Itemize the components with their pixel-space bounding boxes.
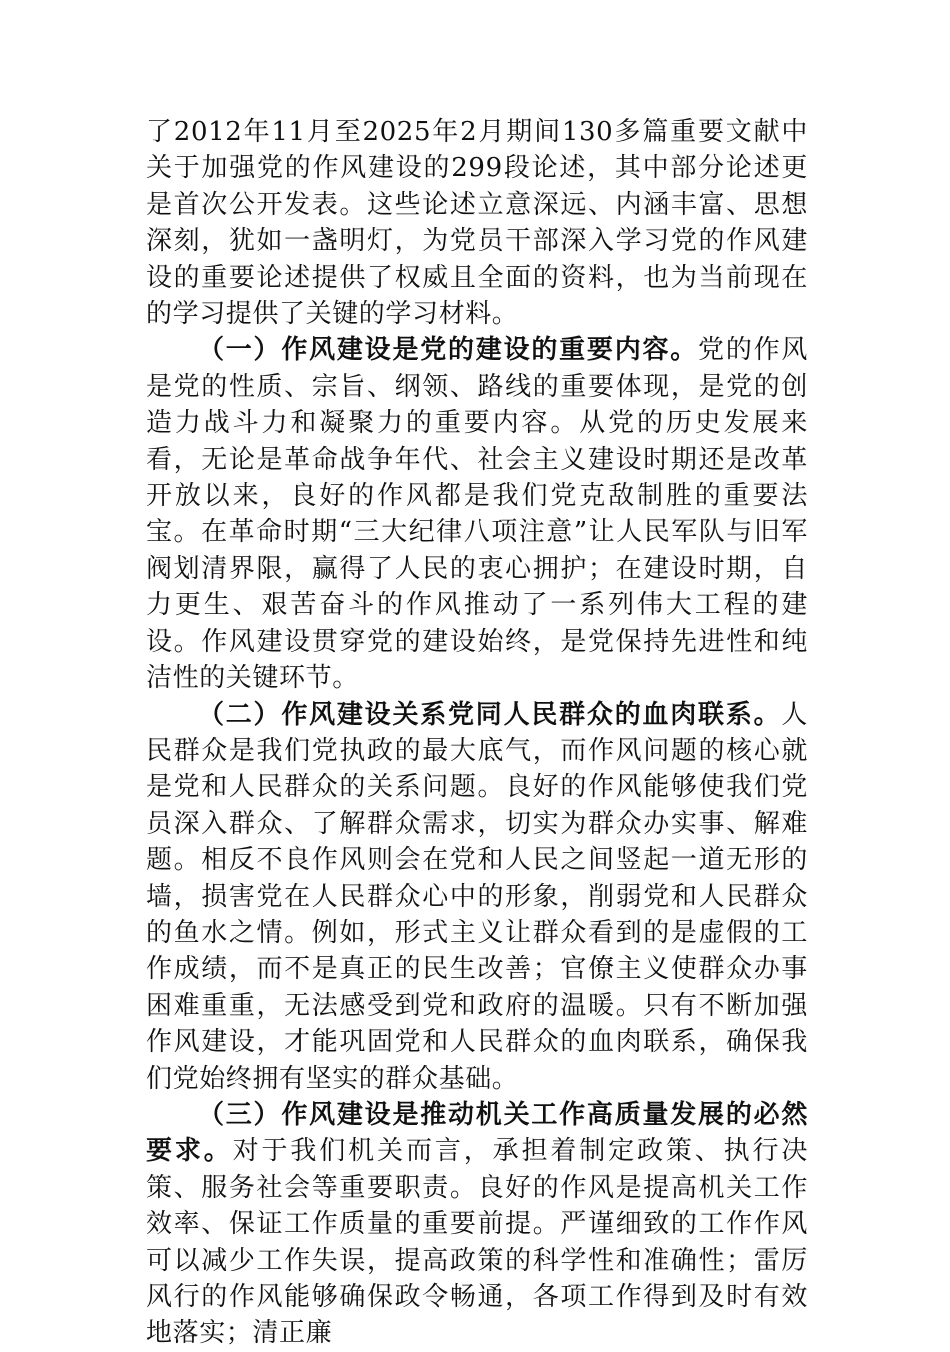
paragraph-section-one (146, 332, 808, 696)
paragraph-section-two (146, 697, 808, 1097)
section-heading-two: （二）作风建设关系党同人民群众的血肉联系。 (198, 699, 782, 730)
paragraph-section-three (146, 1097, 808, 1352)
paragraph-intro-continuation (146, 114, 808, 332)
paragraph-text: 人民群众是我们党执政的最大底气，而作风问题的核心就是党和人民群众的关系问题。良好的作风能够使我们党员深入群众、了解群众需求，切实为群众办实事、解难题。相反不良作风则会在党和人民之间竖起一道无形的墙，损害党在人民群众心中的形象，削弱党和人民群众的鱼水之情。例如，形式主义让群众看到的是虚假的工作成绩，而不是真正的民生改善；官僚主义使群众办事困难重重，无法感受到党和政府的温暖。只有不断加强作风建设，才能巩固党和人民群众的血肉联系，确保我们党始终拥有坚实的群众基础。 (146, 699, 808, 1094)
paragraph-text: 党的作风是党的性质、宗旨、纲领、路线的重要体现，是党的创造力战斗力和凝聚力的重要内容。从党的历史发展来看，无论是革命战争年代、社会主义建设时期还是改革开放以来，良好的作风都是我们党克敌制胜的重要法宝。在革命时期“三大纪律八项注意”让人民军队与旧军阀划清界限，赢得了人民的衷心拥护；在建设时期，自力更生、艰苦奋斗的作风推动了一系列伟大工程的建设。作风建设贯穿党的建设始终，是党保持先进性和纯洁性的关键环节。 (146, 335, 808, 694)
paragraph-text: 对于我们机关而言，承担着制定政策、执行决策、服务社会等重要职责。良好的作风是提高机关工作效率、保证工作质量的重要前提。严谨细致的工作作风可以减少工作失误，提高政策的科学性和准确性；雷厉风行的作风能够确保政令畅通，各项工作得到及时有效地落实；清正廉 (146, 1136, 808, 1349)
section-heading-one: （一）作风建设是党的建设的重要内容。 (198, 335, 699, 366)
document-body (146, 114, 808, 1352)
section-heading-three: （三）作风建设是推动机关工作高质量发展的必然要求。 (146, 1099, 808, 1167)
paragraph-text: 了2012年11月至2025年2月期间130多篇重要文献中关于加强党的作风建设的299段论述，其中部分论述更是首次公开发表。这些论述立意深远、内涵丰富、思想深刻，犹如一盏明灯，为党员干部深入学习党的作风建设的重要论述提供了权威且全面的资料，也为当前现在的学习提供了关键的学习材料。 (146, 117, 808, 330)
